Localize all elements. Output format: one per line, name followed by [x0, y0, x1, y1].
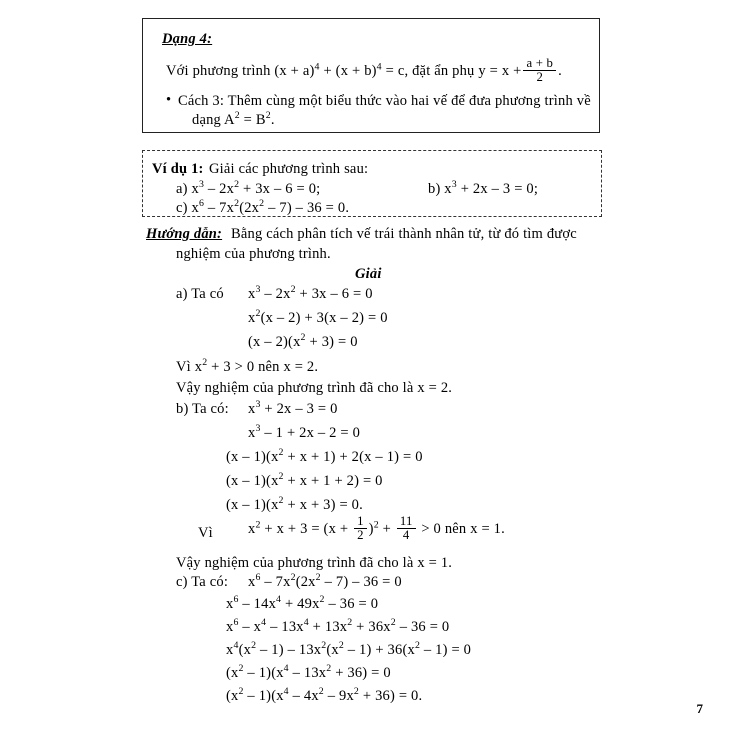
huongdan-line2: nghiệm của phương trình.	[176, 246, 331, 262]
solution-a-line-3: $(x - 2)(x^2 + 3) = 0$	[248, 332, 358, 350]
solution-c-marker: c) Ta có:	[176, 574, 229, 590]
cach3-line2-pre: dạng A	[192, 112, 235, 128]
vidu1-item-a: a) $x^3 - 2x^2 + 3x - 6 = 0$;	[176, 179, 321, 197]
dang4-formula-text: Với phương trình (x + a)	[166, 63, 315, 80]
fraction-numerator: 1	[357, 514, 364, 528]
fraction-denominator: 4	[397, 528, 416, 542]
solution-c-line-1: $x^6 - 7x^2(2x^2 - 7) - 36 = 0$	[248, 572, 402, 590]
solution-b-line-1: $x^3 + 2x - 3 = 0$	[248, 399, 338, 417]
cach3-line2: dạng $A^2 = B^2$.	[192, 110, 275, 128]
solution-b-line-3: $(x - 1)(x^2 + x + 1) + 2(x - 1) = 0$	[226, 447, 423, 465]
solution-a-line-1: $x^3 - 2x^2 + 3x - 6 = 0$	[248, 284, 373, 302]
cach3-line1: Cách 3: Thêm cùng một biểu thức vào hai vế để đưa phương trình về	[178, 93, 591, 109]
solution-b-vi-expression: $x^2 + x + 3 = (x$ + $\frac{1}{2}$ )$^2$ + $\frac{11}{4}$ > 0 nên x = 1.	[248, 514, 505, 543]
fraction-one-half	[354, 515, 367, 543]
solution-a-conclusion: Vậy nghiệm của phương trình đã cho là x = 2.	[176, 380, 453, 396]
solution-b-marker: b) Ta có:	[176, 401, 229, 417]
solution-b-line-2: $x^3 - 1 + 2x - 2 = 0$	[248, 423, 361, 441]
solution-b-line-5: $(x - 1)(x^2 + x + 3) = 0$.	[226, 495, 363, 513]
cach3-line2-end: .	[270, 112, 275, 128]
solution-c-line-5: $(x^2 - 1)(x^4 - 13x^2 + 36) = 0$	[226, 663, 391, 681]
vidu1-item-b: b) $x^3 + 2x - 3 = 0$;	[428, 179, 539, 197]
dang4-formula-post: = c, đặt ẩn phụ y = x +	[381, 63, 522, 80]
dang4-heading: Dạng 4:	[162, 31, 213, 47]
solution-c-line-4: $x^4(x^2 - 1) - 13x^2(x^2 - 1) + 36(x^2 - 1) = 0$	[226, 640, 472, 658]
solution-a-marker: a) Ta có	[176, 286, 224, 302]
huongdan-line1: Bằng cách phân tích vế trái thành nhân tử, từ đó tìm được	[231, 226, 577, 242]
vidu1-item-c: c) $x^6 - 7x^2(2x^2 - 7) - 36 = 0$.	[176, 198, 350, 216]
bullet-icon: •	[166, 92, 172, 108]
page-number: 7	[696, 701, 703, 716]
solution-c-line-6: $(x^2 - 1)(x^4 - 4x^2 - 9x^2 + 36) = 0$.	[226, 686, 423, 704]
solution-b-vi-label: Vì	[198, 525, 213, 541]
cach3-line2-mid: = B	[239, 112, 266, 128]
huongdan-label: Hướng dẫn:	[146, 226, 223, 242]
vidu1-prompt: Giải các phương trình sau:	[209, 161, 369, 177]
solution-c-line-2: $x^6 - 14x^4 + 49x^2 - 36 = 0$	[226, 594, 379, 612]
fraction-eleven-fourths	[397, 515, 416, 543]
vidu1-label: Ví dụ 1:	[152, 161, 204, 177]
dang4-formula-line: Với phương trình $(x + a)^4 + (x + b)^4 = c$, đặt ẩn phụ y = x + $\frac{a + b}{2}$ .	[166, 56, 562, 85]
fraction-denominator: 2	[354, 528, 367, 542]
dang4-formula-mid: + (x + b)	[319, 63, 377, 80]
fraction-numerator: 11	[399, 514, 413, 528]
solution-c-line-3: $x^6 - x^4 - 13x^4 + 13x^2 + 36x^2 - 36 = 0$	[226, 617, 450, 635]
fraction-numerator: a + b	[526, 56, 554, 70]
solution-a-because: Vì $x^2 + 3 > 0$ nên x = 2.	[176, 357, 319, 375]
fraction-denominator: 2	[523, 70, 556, 84]
fraction-a-plus-b-over-2	[523, 57, 556, 85]
giai-heading: Giải	[355, 266, 382, 282]
solution-b-conclusion: Vậy nghiệm của phương trình đã cho là x = 1.	[176, 555, 453, 571]
dang4-formula-end: .	[558, 63, 562, 80]
solution-b-line-4: $(x - 1)(x^2 + x + 1 + 2) = 0$	[226, 471, 383, 489]
solution-a-line-2: $x^2(x - 2) + 3(x - 2) = 0$	[248, 308, 388, 326]
